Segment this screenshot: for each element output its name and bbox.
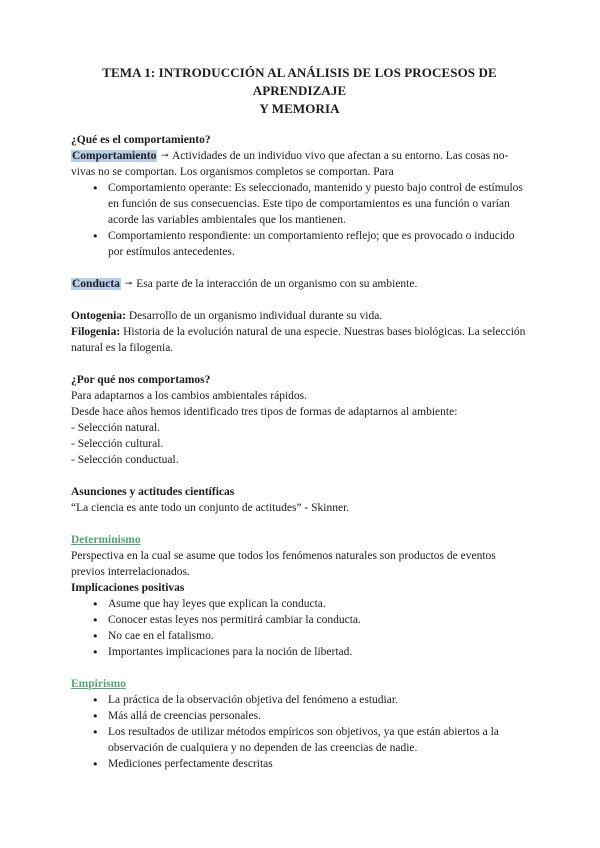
definition-arrow-icon: ↠ <box>161 150 169 160</box>
bullet-item: ● Comportamiento respondiente: un comportamiento reflejo; que es provocado o inducido por estímulos antecedentes. <box>71 228 528 260</box>
paragraph-line: Desde hace años hemos identificado tres tipos de formas de adaptarnos al ambiente: <box>71 406 458 418</box>
section-conducta <box>71 276 528 292</box>
definition-arrow-icon: ↠ <box>124 278 133 288</box>
subheading: Implicaciones positivas <box>71 582 185 594</box>
bullet-item: ● Más allá de creencias personales. <box>71 708 528 724</box>
highlighted-term: Comportamiento <box>72 150 157 162</box>
bullet-item: ● La práctica de la observación objetiva del fenómeno a estudiar. <box>71 692 528 708</box>
bullet-item: ● Conocer estas leyes nos permitirá cambiar la conducta. <box>71 612 528 628</box>
bullet-item: ● No cae en el fatalismo. <box>71 628 528 644</box>
term-label: Ontogenia: <box>71 310 126 322</box>
paragraph-line: Para adaptarnos a los cambios ambientales rápidos. <box>71 390 307 402</box>
dash-list-item: - Selección natural. <box>71 422 161 434</box>
section-comportamiento <box>71 132 528 260</box>
bullet-list <box>71 692 528 772</box>
section-asunciones <box>71 484 528 516</box>
term-paragraph <box>71 308 528 324</box>
term-paragraph <box>71 324 528 356</box>
definition-paragraph <box>71 148 528 180</box>
section-heading: ¿Qué es el comportamiento? <box>71 134 211 146</box>
section-heading: ¿Por qué nos comportamos? <box>71 374 211 386</box>
paragraph: Perspectiva en la cual se asume que todos los fenómenos naturales son productos de eventos previos interrelacionados. <box>71 550 496 578</box>
definition-text: Esa parte de la interacción de un organismo con su ambiente. <box>136 278 418 290</box>
term-label: Filogenia: <box>71 326 121 338</box>
term-text: Desarrollo de un organismo individual durante su vida. <box>128 310 383 322</box>
page-title-line-2: Y MEMORIA <box>259 101 340 116</box>
term-text: Historia de la evolución natural de una especie. Nuestras bases biológicas. La selección natural es la filogenia. <box>71 326 526 354</box>
bullet-list <box>71 596 528 660</box>
section-heading: Asunciones y actitudes científicas <box>71 486 235 498</box>
quote-line: “La ciencia es ante todo un conjunto de actitudes” - Skinner. <box>71 502 350 514</box>
page-title <box>71 64 528 118</box>
green-heading-determinismo: Determinismo <box>71 534 141 546</box>
page-title-line-1: TEMA 1: INTRODUCCIÓN AL ANÁLISIS DE LOS PROCESOS DE APRENDIZAJE <box>102 65 497 98</box>
section-empirismo <box>71 676 528 772</box>
dash-list-item: - Selección cultural. <box>71 438 164 450</box>
section-ontogenia-filogenia <box>71 308 528 356</box>
highlighted-term: Conducta <box>72 278 120 290</box>
definition-paragraph <box>71 276 528 292</box>
bullet-item: ● Importantes implicaciones para la noción de libertad. <box>71 644 528 660</box>
bullet-item: ● Mediciones perfectamente descritas <box>71 756 528 772</box>
section-por-que <box>71 372 528 468</box>
definition-text: Actividades de un individuo vivo que afectan a su entorno. Las cosas no-vivas no se comportan. Los organismos completos se comportan. Para <box>71 150 509 178</box>
green-heading-empirismo: Empirismo <box>71 678 126 690</box>
dash-list-item: - Selección conductual. <box>71 454 179 466</box>
section-determinismo <box>71 532 528 660</box>
bullet-item: ● Comportamiento operante: Es seleccionado, mantenido y puesto bajo control de estímulos en función de sus consecuencias. Este tipo de comportamientos es una función o varían acorde las variables ambientales que los mantienen. <box>71 180 528 228</box>
bullet-item: ● Los resultados de utilizar métodos empíricos son objetivos, ya que están abiertos a la observación de cualquiera y no dependen de las creencias de nadie. <box>71 724 528 756</box>
bullet-item: ● Asume que hay leyes que explican la conducta. <box>71 596 528 612</box>
bullet-list <box>71 180 528 260</box>
